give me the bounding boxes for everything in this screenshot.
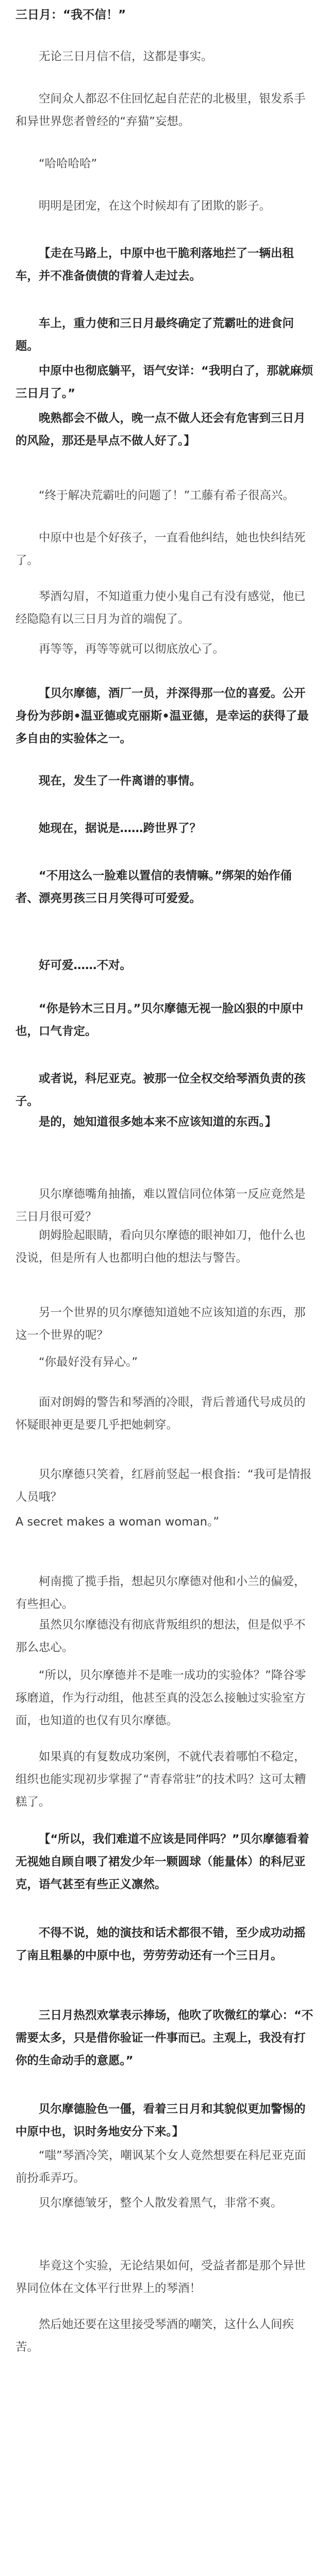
paragraph: 无论三日月信不信，这都是事实。 bbox=[39, 50, 213, 63]
paragraph: 虽然贝尔摩德没有彻底背叛组织的想法，但是似乎不那么忠心。 bbox=[15, 1618, 306, 1654]
paragraph: “不用这么一脸难以置信的表情嘛。”绑架的始作俑者、漂亮男孩三日月笑得可可爱爱。 bbox=[15, 869, 292, 905]
paragraph: 朗姆脸起眼睛，看向贝尔摩德的眼神如刀，他什么也没说，但是所有人也都明白他的想法与警告。 bbox=[15, 1229, 306, 1265]
paragraph: “你是钤木三日月。”贝尔摩德无视一脸凶狠的中原中也，口气肯定。 bbox=[15, 1002, 304, 1038]
paragraph: 毕竟这个实验，无论结果如何，受益者都是那个异世界同位体在文体平行世界上的琴酒！ bbox=[15, 2259, 306, 2295]
paragraph: 面对朗姆的警告和琴酒的冷眼，背后普通代号成员的怀疑眼神更是要几乎把她刺穿。 bbox=[15, 1396, 306, 1432]
paragraph: 好可爱……不对。 bbox=[39, 959, 132, 972]
paragraph: 如果真的有复数成功案例，不就代表着哪怕不稳定，组织也能实现初步掌握了“青春常驻”的技术吗？这可太糟糕了。 bbox=[15, 1750, 306, 1809]
paragraph: 中原中也彻底躺平，语气安详：“我明白了，那就麻烦三日月了。” bbox=[15, 364, 314, 400]
paragraph: 然后她还要在这里接受琴酒的嘲笑，这什么人间疾苦。 bbox=[15, 2318, 294, 2354]
paragraph: 柯南揽了揽手指，想起贝尔摩德对他和小兰的偏爱，有些担心。 bbox=[15, 1575, 306, 1611]
paragraph: “所以，贝尔摩德并不是唯一成功的实验体？”降谷零琢磨道，作为行动组，他甚至真的没怎么接触过实验室方面，也知道的也仅有贝尔摩德。 bbox=[15, 1669, 306, 1727]
paragraph: 车上，重力使和三日月最终确定了荒霸吐的进食问题。 bbox=[15, 317, 294, 353]
paragraph: 三日月热烈欢掌表示捧场，他吹了吹微红的掌心：“不需要太多，只是借你验证一件事而已。主观上，我没有打你的生命动手的意愿。” bbox=[15, 2009, 314, 2067]
paragraph: 再等等，再等等就可以彻底放心了。 bbox=[39, 642, 225, 656]
paragraph: 贝尔摩德脸色一僵，看着三日月和其貌似更加警惕的中原中也，识时务地安分下来。】 bbox=[15, 2103, 306, 2139]
paragraph: 现在，发生了一件离谱的事情。 bbox=[39, 774, 202, 788]
chapter-title: 三日月：“我不信！” bbox=[15, 8, 126, 22]
paragraph: “终于解决荒霸吐的问题了！”工藤有希子很高兴。 bbox=[39, 489, 294, 502]
paragraph: 贝尔摩德嘴角抽搐，难以置信同位体第一反应竟然是三日月很可爱？ bbox=[15, 1188, 306, 1224]
paragraph: 中原中也是个好孩子，一直看他纠结，她也快纠结死了。 bbox=[15, 531, 306, 567]
paragraph: “嗤”琴酒冷笑，嘲讽某个女人竟然想要在科尼亚克面前扮乖弄巧。 bbox=[15, 2149, 306, 2185]
paragraph: 琴酒勾眉，不知道重力使小鬼自己有没有感觉，他已经隐隐有以三日月为首的端倪了。 bbox=[15, 590, 306, 626]
paragraph: 【走在马路上，中原中也干脆利落地拦了一辆出租车，并不准备债债的背着人走过去。 bbox=[15, 247, 294, 283]
paragraph: 或者说，科尼亚克。被那一位全权交给琴酒负责的孩子。 bbox=[15, 1072, 306, 1108]
paragraph: 不得不说，她的演技和话术都很不错，至少成功动摇了南且粗暴的中原中也，劳劳劳动还有一个三日月。 bbox=[15, 1926, 306, 1962]
paragraph: 另一个世界的贝尔摩德知道她不应该知道的东西，那这一个世界的呢？ bbox=[15, 1306, 306, 1342]
paragraph: 贝尔摩德皱牙，整个人散发着黑气，非常不爽。 bbox=[39, 2196, 283, 2210]
paragraph: A secret makes a woman woman。” bbox=[15, 1515, 219, 1529]
paragraph: 贝尔摩德只笑着，红唇前竖起一根食指：“我可是情报人员哦？ bbox=[15, 1468, 312, 1504]
paragraph: 【贝尔摩德，酒厂一员，并深得那一位的喜爱。公开身份为莎朗•温亚德或克丽斯•温亚德，是幸运的获得了最多自由的实验体之一。 bbox=[15, 687, 309, 745]
paragraph: “你最好没有异心。” bbox=[39, 1355, 138, 1369]
paragraph: 她现在，据说是……跨世界了？ bbox=[39, 822, 202, 835]
paragraph: 空间众人都忍不住回忆起自茫茫的北极里，银发系手和异世界您者曾经的“弃猫”妄想。 bbox=[15, 92, 306, 128]
paragraph: 晚熟都会不做人，晚一点不做人还会有危害到三日月的风险，那还是早点不做人好了。】 bbox=[15, 412, 306, 448]
paragraph: 是的，她知道很多她本来不应该知道的东西。】 bbox=[39, 1115, 277, 1129]
paragraph: 【“所以，我们难道不应该是同伴吗？”贝尔摩德看着无视她自顾自喂了裙发少年一颗圆球（能量体）的科尼亚克，语气甚至有些正义凛然。 bbox=[15, 1833, 309, 1891]
paragraph: 明明是团宠，在这个时候却有了团欺的影子。 bbox=[39, 199, 271, 213]
paragraph: “哈哈哈哈” bbox=[39, 157, 97, 171]
